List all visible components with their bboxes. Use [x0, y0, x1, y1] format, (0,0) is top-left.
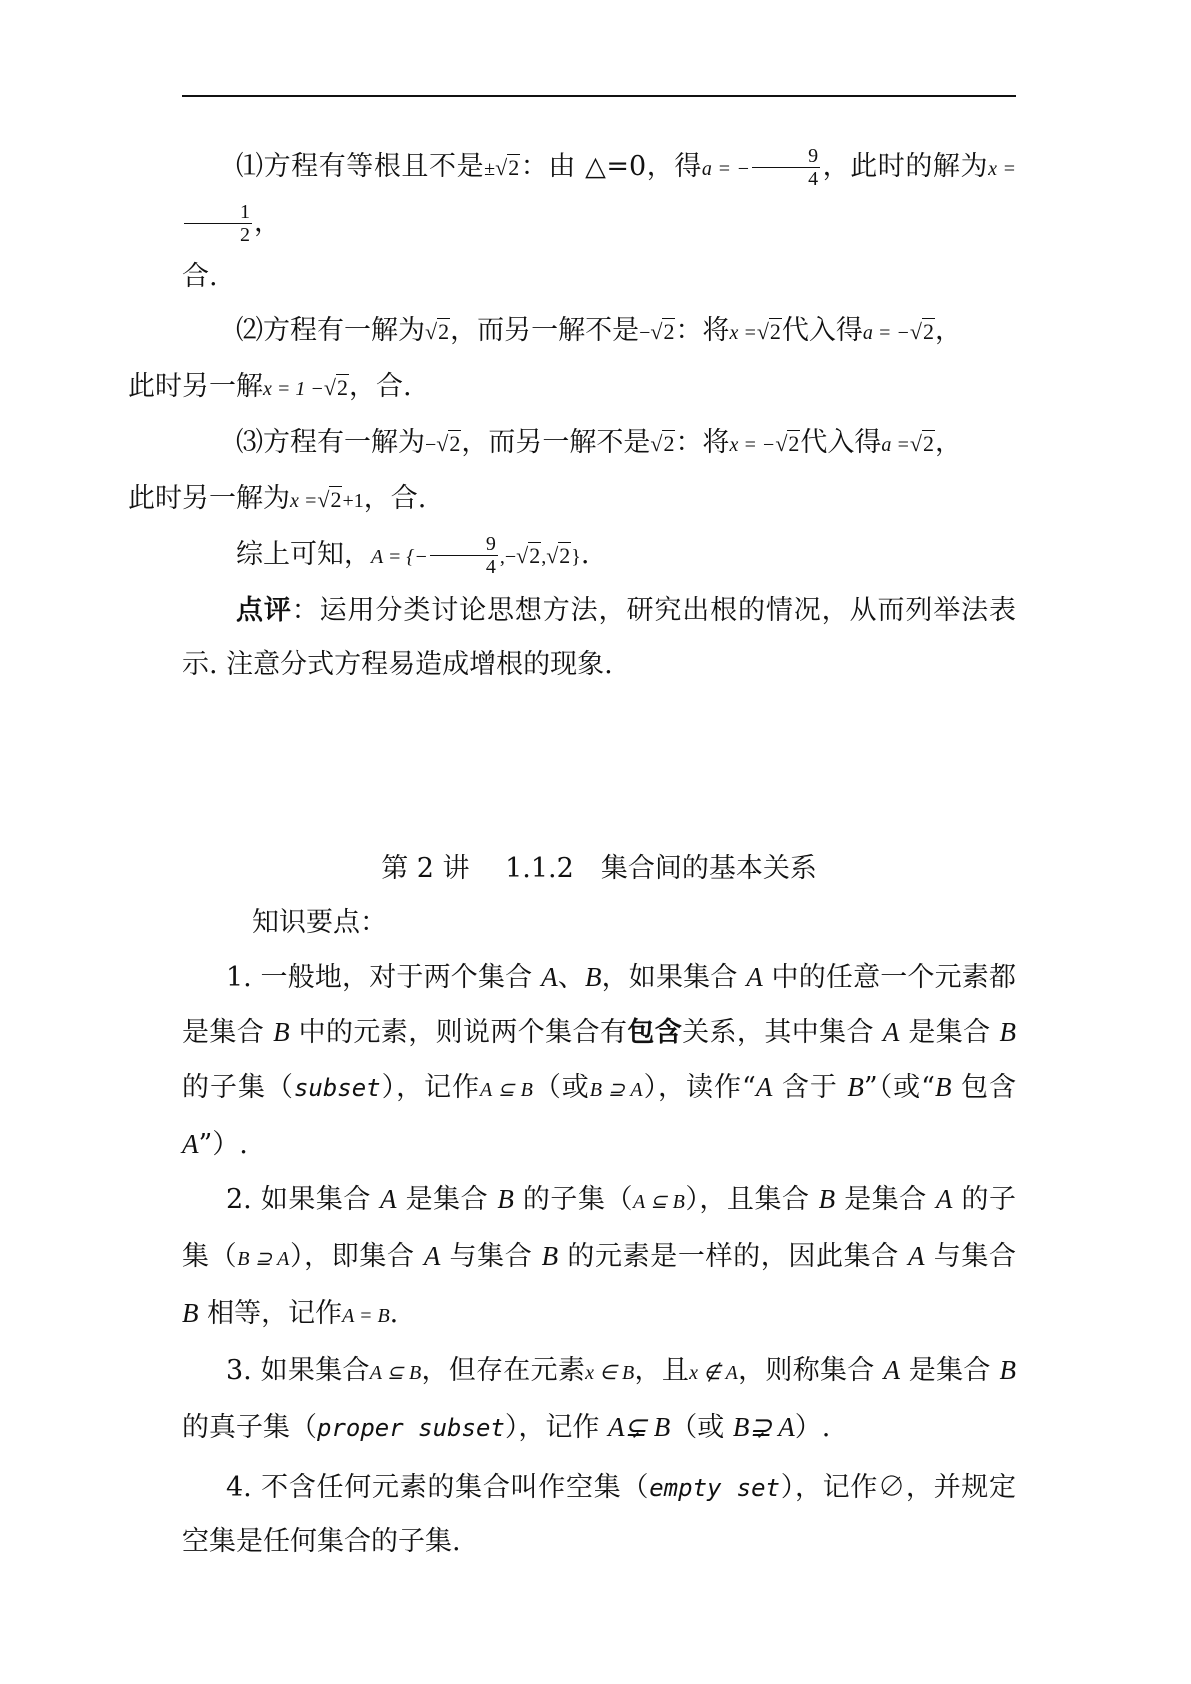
- knowledge-point-4: 4. 不含任何元素的集合叫作空集（empty set），记作∅，并规定空集是任何集合的子集.: [182, 1472, 1017, 1557]
- comment-paragraph: 点评：运用分类讨论思想方法，研究出根的情况，从而列举法表示. 注意分式方程易造成增根的现象.: [182, 595, 1017, 680]
- knowledge-point-2: 2. 如果集合 A 是集合 B 的子集（A ⊆ B），且集合 B 是集合 A 的子集（B ⊇ A），即集合 A 与集合 B 的元素是一样的，因此集合 A 与集合 B 相等，记作A = B.: [182, 1184, 1016, 1329]
- header-rule: [182, 95, 1016, 97]
- case-1-paragraph: ⑴方程有等根且不是±√2：由 △=0，得a = − $\frac{9}{4}$ ，此时的解为x = $\frac{1}{2}$ ， 合.: [182, 145, 1017, 292]
- section-title: 第 2 讲 1.1.2 集合间的基本关系: [381, 853, 817, 884]
- case-3-paragraph: ⑶方程有一解为−√2，而另一解不是√2：将x = −√2代入得a =√2， 此时另一解为x =√2+1，合.: [128, 427, 962, 514]
- knowledge-label: 知识要点：: [252, 907, 387, 938]
- document-body: [128, 140, 1017, 1569]
- fraction: $\frac{1}{2}$: [184, 201, 252, 246]
- fraction: $\frac{9}{4}$: [752, 145, 820, 190]
- fraction: $\frac{9}{4}$: [430, 533, 498, 578]
- summary-paragraph: 综上可知，A = {− $\frac{9}{4}$ ,−√2,√2}.: [236, 533, 590, 578]
- comment-label: 点评: [236, 595, 292, 626]
- knowledge-point-3: 3. 如果集合A ⊆ B，但存在元素x ∈ B，且x ∉ A，则称集合 A 是集合 B 的真子集（proper subset），记作 A⊊ B（或 B⊋ A）.: [182, 1355, 1017, 1443]
- case-2-paragraph: ⑵方程有一解为√2，而另一解不是−√2：将x =√2代入得a = −√2， 此时另一解x = 1 −√2，合.: [128, 315, 962, 402]
- knowledge-point-1: 1. 一般地，对于两个集合 A、B，如果集合 A 中的任意一个元素都是集合 B 中的元素，则说两个集合有包含关系，其中集合 A 是集合 B 的子集（subset），记作A ⊆ B（或B ⊇ A），读作“A 含于 B”（或“B 包含 A”）.: [182, 962, 1017, 1160]
